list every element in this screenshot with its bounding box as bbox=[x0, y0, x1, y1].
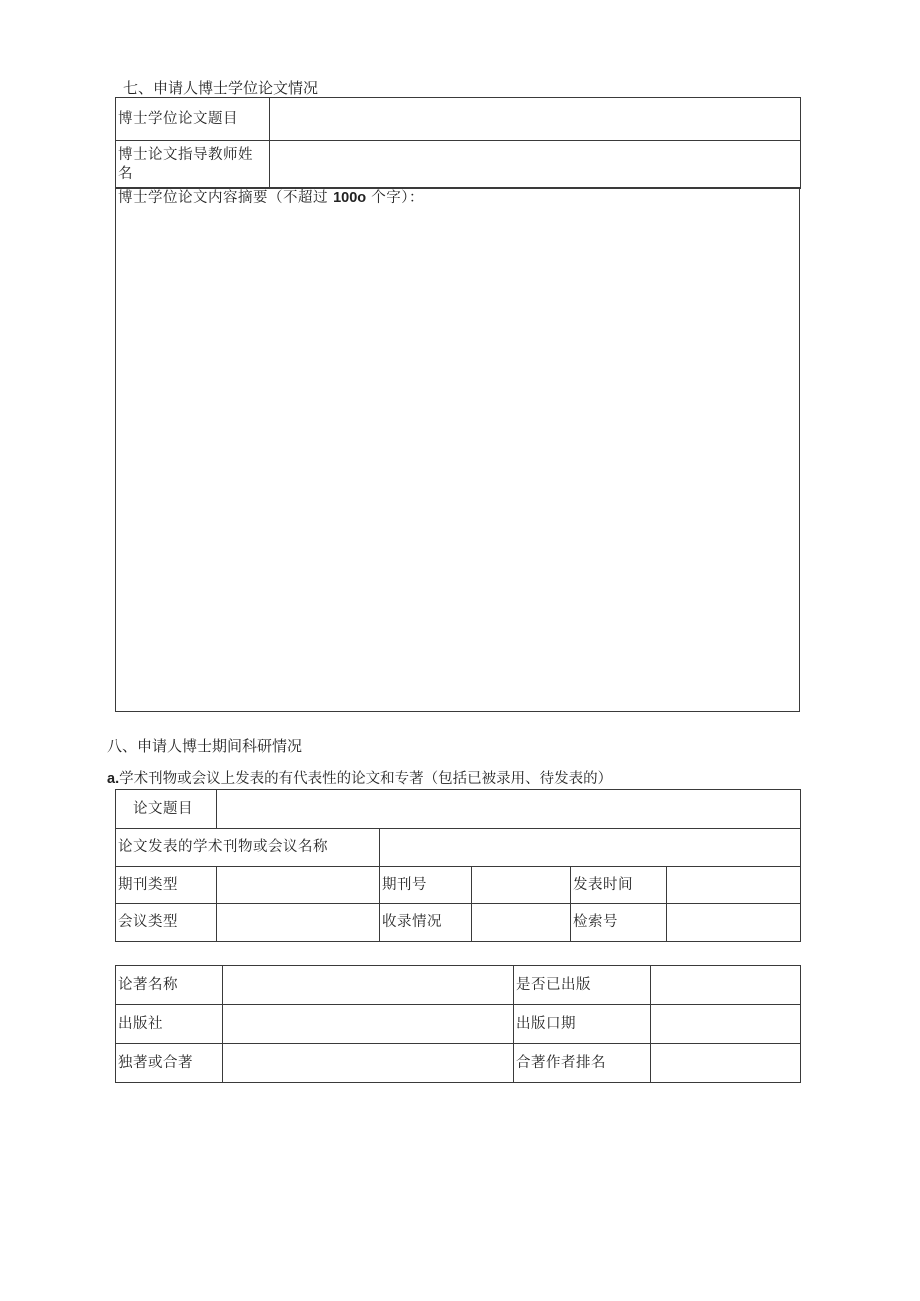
paper-venue-label: 论文发表的学术刊物或会议名称 bbox=[116, 829, 380, 867]
authorship-label: 独著或合著 bbox=[116, 1044, 223, 1083]
indexed-status-field[interactable] bbox=[472, 904, 571, 942]
thesis-title-field[interactable] bbox=[270, 98, 801, 141]
subheading-text: 学术刊物或会议上发表的有代表性的论文和专著（包括已被录用、待发表的） bbox=[119, 771, 613, 787]
journal-type-field[interactable] bbox=[217, 867, 380, 904]
published-status-field[interactable] bbox=[651, 966, 801, 1005]
book-name-label: 论著名称 bbox=[116, 966, 223, 1005]
abstract-label-prefix: 博士学位论文内容摘要（不超过 bbox=[118, 190, 334, 206]
subheading-marker: a. bbox=[107, 771, 120, 787]
abstract-label-suffix: 个字）： bbox=[366, 190, 425, 206]
published-status-label: 是否已出版 bbox=[514, 966, 651, 1005]
papers-table bbox=[115, 789, 801, 942]
coauthor-rank-label: 合著作者排名 bbox=[514, 1044, 651, 1083]
journal-issue-field[interactable] bbox=[472, 867, 571, 904]
advisor-label-line1: 博士论文指导教师姓 bbox=[118, 147, 253, 163]
conference-type-field[interactable] bbox=[217, 904, 380, 942]
journal-type-label: 期刊类型 bbox=[116, 867, 217, 904]
thesis-info-table bbox=[115, 97, 801, 189]
section-8-subheading bbox=[107, 770, 612, 788]
abstract-label bbox=[118, 189, 424, 208]
book-name-field[interactable] bbox=[223, 966, 514, 1005]
indexed-status-label: 收录情况 bbox=[380, 904, 472, 942]
paper-title-label: 论文题目 bbox=[116, 790, 217, 829]
publish-time-label: 发表时间 bbox=[571, 867, 667, 904]
journal-issue-label: 期刊号 bbox=[380, 867, 472, 904]
paper-venue-field[interactable] bbox=[380, 829, 801, 867]
thesis-title-label: 博士学位论文题目 bbox=[116, 98, 270, 141]
publish-date-field[interactable] bbox=[651, 1005, 801, 1044]
advisor-label-line2: 名 bbox=[118, 166, 133, 182]
index-number-label: 检索号 bbox=[571, 904, 667, 942]
publisher-field[interactable] bbox=[223, 1005, 514, 1044]
index-number-field[interactable] bbox=[667, 904, 801, 942]
publisher-label: 出版社 bbox=[116, 1005, 223, 1044]
publish-time-field[interactable] bbox=[667, 867, 801, 904]
authorship-field[interactable] bbox=[223, 1044, 514, 1083]
abstract-word-limit: 100o bbox=[333, 190, 367, 206]
coauthor-rank-field[interactable] bbox=[651, 1044, 801, 1083]
abstract-box[interactable] bbox=[115, 187, 800, 712]
advisor-name-label bbox=[116, 141, 270, 189]
publish-date-label: 出版口期 bbox=[514, 1005, 651, 1044]
advisor-name-field[interactable] bbox=[270, 141, 801, 189]
paper-title-field[interactable] bbox=[217, 790, 801, 829]
conference-type-label: 会议类型 bbox=[116, 904, 217, 942]
section-7-heading: 七、申请人博士学位论文情况 bbox=[123, 79, 319, 97]
books-table bbox=[115, 965, 801, 1083]
section-8-heading: 八、申请人博士期间科研情况 bbox=[107, 737, 303, 755]
